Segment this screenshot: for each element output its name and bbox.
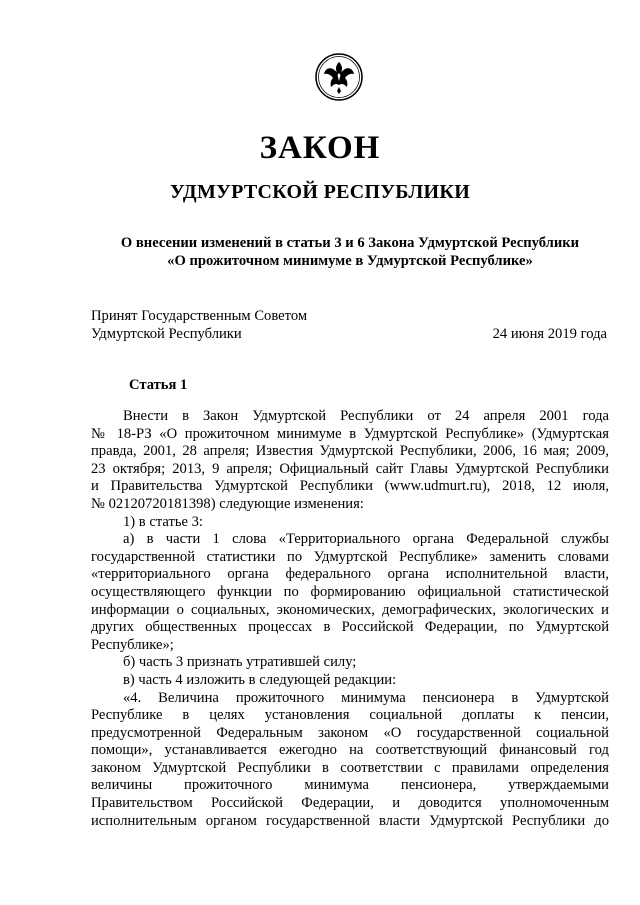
text-line: в) часть 4 изложить в следующей редакции: <box>123 671 397 688</box>
udmurt-coat-of-arms-icon <box>314 52 364 102</box>
text-line: помощи», устанавливается ежегодно на соответствующий финансовый год <box>91 742 609 759</box>
text-line: Республике в целях установления социальной доплаты к пенсии, <box>91 707 609 724</box>
text-line: Республике»; <box>91 636 174 653</box>
text-line: исполнительным органом государственной власти Удмуртской Республики до <box>91 812 609 829</box>
text-line: государственной статистики по Удмуртской Республике» заменить словами <box>91 548 609 565</box>
text-line: 23 октября; 2013, 9 апреля; Официальный сайт Главы Удмуртской Республики <box>91 460 609 477</box>
text-line: законом Удмуртской Республики в соответствии с правилами определения <box>91 759 609 776</box>
law-heading-line: О внесении изменений в статьи 3 и 6 Закона Удмуртской Республики <box>120 235 580 251</box>
text-line: 1) в статье 3: <box>123 513 203 530</box>
article-body <box>91 408 609 830</box>
text-line: «4. Величина прожиточного минимума пенсионера в Удмуртской <box>123 689 609 706</box>
text-line: и Правительства Удмуртской Республики (www.udmurt.ru), 2018, 12 июля, <box>91 478 609 495</box>
text-line: № 18-РЗ «О прожиточном минимуме в Удмуртской Республике» (Удмуртская <box>91 425 609 442</box>
text-line: № 02120720181398) следующие изменения: <box>91 495 364 512</box>
text-line: Внести в Закон Удмуртской Республики от 24 апреля 2001 года <box>123 408 609 424</box>
law-heading-line: «О прожиточном минимуме в Удмуртской Республике» <box>167 253 533 269</box>
text-line: правда, 2001, 28 апреля; Известия Удмуртской Республики, 2006, 16 мая; 2009, <box>91 443 609 460</box>
text-line: б) часть 3 признать утратившей силу; <box>123 654 357 671</box>
document-title: ЗАКОН <box>259 130 381 166</box>
text-line: осуществляющего функции по формированию официальной статистической <box>91 583 609 600</box>
text-line: других общественных процессах в Российской Федерации, по Удмуртской <box>91 619 609 636</box>
text-line: предусмотренной Федеральным законом «О государственной социальной <box>91 724 609 741</box>
text-line: Правительством Российской Федерации, и доводится уполномоченным <box>91 795 609 812</box>
text-line: «территориального органа федерального органа исполнительной власти, <box>91 566 609 583</box>
adoption-line: Удмуртской Республики <box>91 326 242 342</box>
adoption-note <box>91 307 307 343</box>
law-heading <box>60 234 640 270</box>
text-line: а) в части 1 слова «Территориального органа Федеральной службы <box>123 531 609 548</box>
text-line: величины прожиточного минимума пенсионера, утверждаемыми <box>91 777 609 794</box>
adoption-line: Принят Государственным Советом <box>91 308 308 324</box>
adoption-date: 24 июня 2019 года <box>492 326 607 342</box>
document-subtitle: УДМУРТСКОЙ РЕСПУБЛИКИ <box>169 181 471 203</box>
article-title: Статья 1 <box>129 377 188 393</box>
text-line: информации о социальных, экономических, демографических, экологических и <box>91 601 609 618</box>
